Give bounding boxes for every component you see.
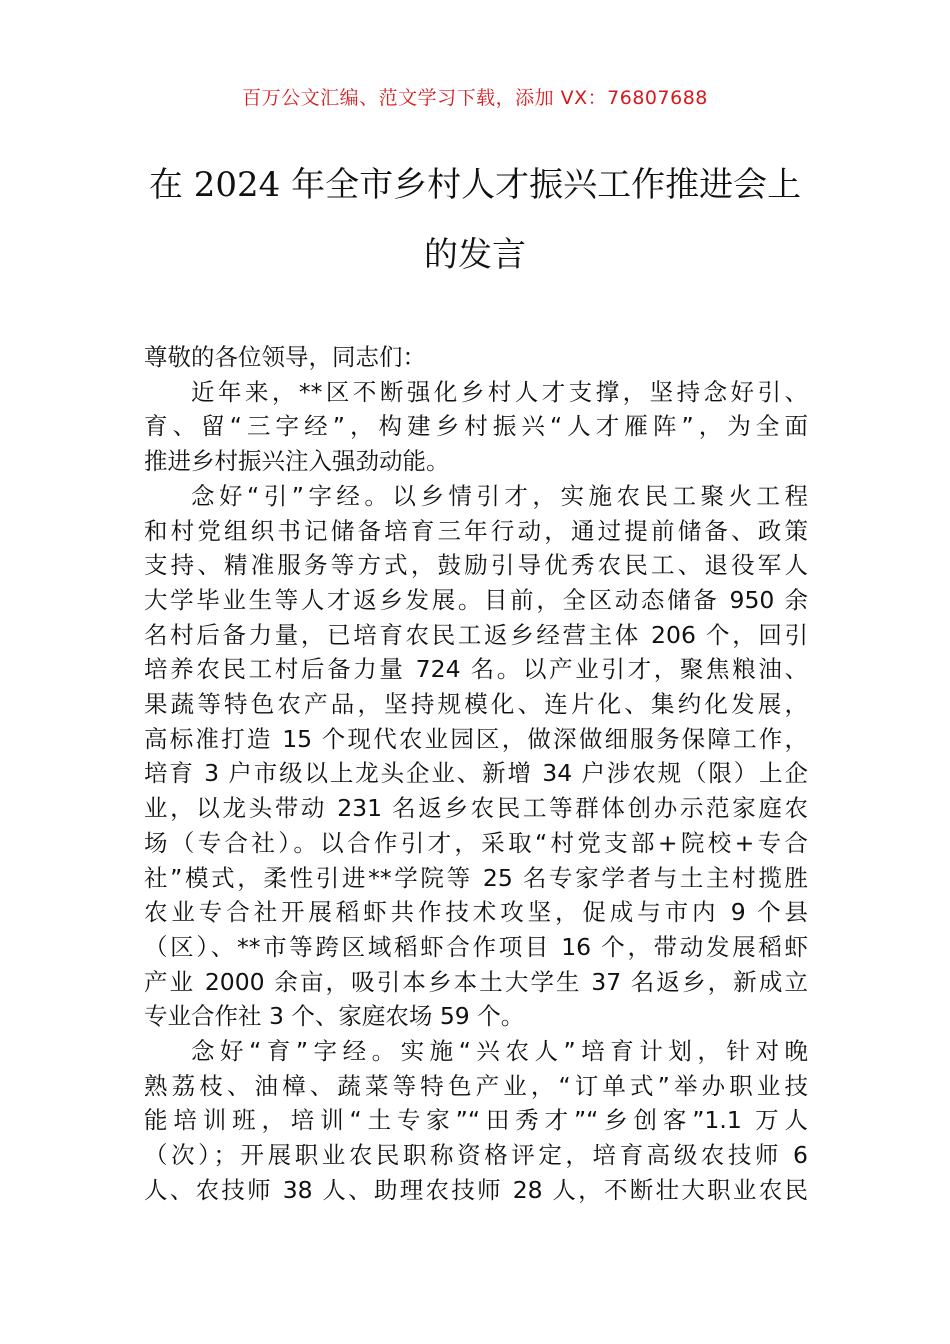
- paragraph-line: 名村后备力量，已培育农民工返乡经营主体 206 个，回引: [144, 620, 808, 649]
- paragraph-line: 高标准打造 15 个现代农业园区，做深做细服务保障工作，: [144, 724, 808, 753]
- paragraph-line: 推进乡村振兴注入强劲动能。: [144, 447, 450, 476]
- paragraph-line: 育、留“三字经”，构建乡村振兴“人才雁阵”，为全面: [144, 412, 808, 441]
- paragraph-cultivate: [144, 1034, 808, 1208]
- paragraph-line: 产业 2000 余亩，吸引本乡本土大学生 37 名返乡，新成立: [144, 967, 808, 996]
- salutation: 尊敬的各位领导，同志们：: [144, 343, 426, 371]
- paragraph-line: 念好“育”字经。实施“兴农人”培育计划，针对晚: [191, 1037, 808, 1066]
- title-line: 在 2024 年全市乡村人才振兴工作推进会上: [148, 165, 802, 205]
- paragraph-line: 果蔬等特色农产品，坚持规模化、连片化、集约化发展，: [144, 690, 808, 719]
- paragraph-line: 近年来，**区不断强化乡村人才支撑，坚持念好引、: [191, 377, 808, 406]
- paragraph-line: 和村党组织书记储备培育三年行动，通过提前储备、政策: [144, 516, 808, 545]
- paragraph-line: 能培训班，培训“土专家”“田秀才”“乡创客”1.1 万人: [144, 1106, 808, 1135]
- paragraph-line: 社”模式，柔性引进**学院等 25 名专家学者与土主村揽胜: [144, 863, 808, 892]
- paragraph-intro: [144, 375, 808, 479]
- paragraph-line: 念好“引”字经。以乡情引才，实施农民工聚火工程: [191, 481, 808, 510]
- paragraph-line: 培养农民工村后备力量 724 名。以产业引才，聚焦粮油、: [144, 655, 808, 684]
- paragraph-line: 专业合作社 3 个、家庭农场 59 个。: [144, 1002, 525, 1031]
- title-line: 的发言: [424, 235, 526, 275]
- document-title: [120, 150, 830, 290]
- paragraph-line: 大学毕业生等人才返乡发展。目前，全区动态储备 950 余: [144, 585, 808, 614]
- paragraph-attract: [144, 479, 808, 1034]
- paragraph-line: 业，以龙头带动 231 名返乡农民工等群体创办示范家庭农: [144, 794, 808, 823]
- paragraph-line: 场（专合社）。以合作引才，采取“村党支部+院校+专合: [144, 828, 808, 857]
- document-body: [144, 340, 808, 1208]
- paragraph-line: （次）；开展职业农民职称资格评定，培育高级农技师 6: [144, 1141, 808, 1170]
- paragraph-line: 支持、精准服务等方式，鼓励引导优秀农民工、退役军人: [144, 551, 808, 580]
- paragraph-line: （区）、**市等跨区域稻虾合作项目 16 个，带动发展稻虾: [144, 932, 808, 961]
- paragraph-line: 农业专合社开展稻虾共作技术攻坚，促成与市内 9 个县: [144, 898, 808, 927]
- paragraph-line: 培育 3 户市级以上龙头企业、新增 34 户涉农规（限）上企: [144, 759, 808, 788]
- paragraph-line: 人、农技师 38 人、助理农技师 28 人，不断壮大职业农民: [144, 1175, 808, 1204]
- watermark-header: 百万公文汇编、范文学习下载，添加 VX：76807688: [242, 87, 708, 109]
- paragraph-line: 熟荔枝、油樟、蔬菜等特色产业，“订单式”举办职业技: [144, 1071, 808, 1100]
